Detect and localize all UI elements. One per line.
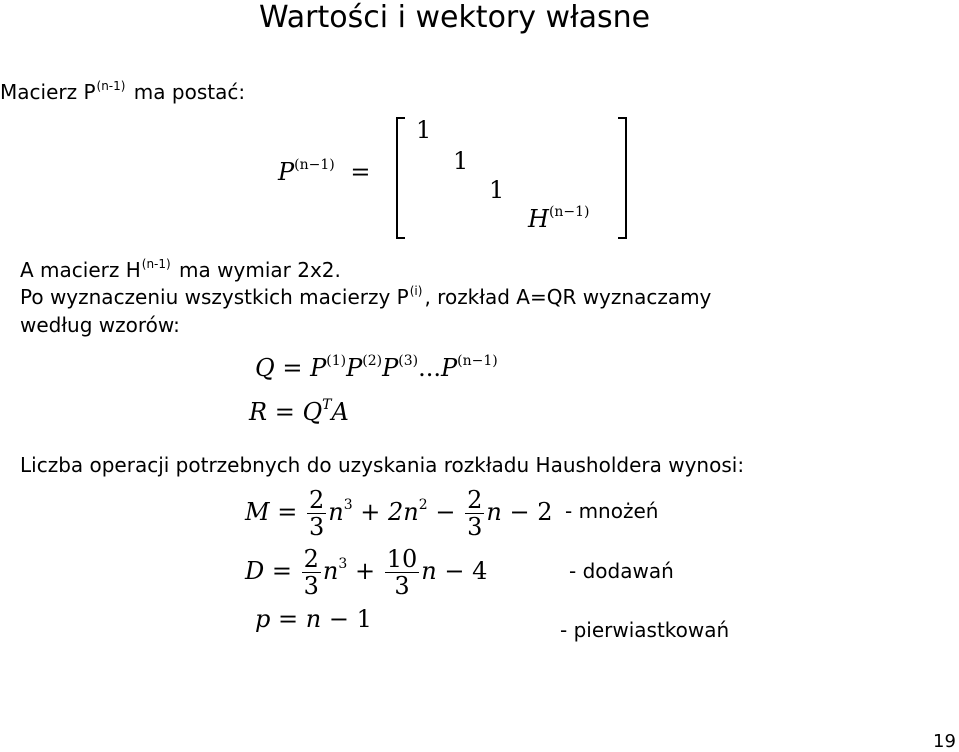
formula-d-f1-den: 3: [303, 572, 319, 600]
matrix-diag-3: 1: [489, 176, 505, 204]
formula-m-term-3: n: [486, 498, 502, 526]
formula-q-factor-1: P: [310, 354, 327, 382]
formula-d-f2-den: 3: [394, 572, 410, 600]
para1-superscript: (n-1): [141, 257, 171, 271]
paragraph-h-dimension: [20, 258, 341, 282]
formula-p-n: n: [305, 605, 322, 633]
formula-m-lhs: M: [245, 498, 270, 526]
formula-q-factor-2: P: [346, 354, 363, 382]
formula-p-constant: 1: [356, 605, 372, 633]
matrix-lhs-symbol: P: [278, 158, 295, 186]
formula-q-sup-3: (3): [398, 353, 419, 369]
formula-q-lhs: Q: [255, 354, 275, 382]
matrix-block-symbol: H: [528, 205, 549, 233]
formula-m-f1-den: 3: [308, 513, 325, 541]
intro-superscript: (n-1): [96, 79, 126, 93]
formula-m-exp-2: 2: [418, 497, 428, 513]
formula-m: [245, 487, 553, 540]
formula-q: [255, 354, 498, 382]
formula-q-dots: ...: [418, 354, 441, 382]
para1-text-a: A macierz H: [20, 258, 141, 282]
formula-m-fraction-2: [465, 487, 484, 540]
para2-text-a: Po wyznaczeniu wszystkich macierzy P: [20, 285, 409, 309]
formula-p: [255, 605, 372, 633]
formula-r-lhs: R: [249, 398, 268, 426]
formula-r: [249, 398, 349, 426]
label-additions: - dodawań: [569, 559, 674, 583]
formula-q-sup-2: (2): [362, 353, 383, 369]
formula-m-f2-num: 2: [467, 486, 483, 514]
formula-d-lhs: D: [245, 557, 265, 585]
formula-m-minus-1: −: [435, 498, 456, 526]
formula-q-sup-1: (1): [326, 353, 347, 369]
matrix-block-superscript: (n−1): [548, 204, 590, 220]
formula-m-f2-den: 3: [467, 513, 483, 541]
formula-p-lhs: p: [255, 605, 271, 633]
formula-d-fraction-1: [302, 546, 321, 599]
formula-m-term-2: 2n: [388, 498, 419, 526]
formula-m-f1-num: 2: [308, 486, 325, 514]
formula-r-equals: =: [274, 398, 295, 426]
intro-line: [0, 80, 245, 104]
formula-m-minus-2: −: [509, 498, 530, 526]
matrix-right-bracket: [618, 117, 627, 239]
formula-m-term-1: n: [328, 498, 344, 526]
intro-text-b: ma postać:: [127, 80, 246, 104]
para2-text-b: , rozkład A=QR wyznaczamy: [424, 285, 712, 309]
formula-m-equals: =: [277, 498, 298, 526]
formula-q-sup-4: (n−1): [457, 353, 498, 369]
formula-d-fraction-2: [385, 546, 420, 599]
formula-d-equals: =: [271, 557, 292, 585]
matrix-diag-2: 1: [453, 147, 469, 175]
label-multiplications: - mnożeń: [565, 499, 659, 523]
formula-r-q: Q: [302, 398, 323, 426]
formula-q-factor-3: P: [382, 354, 399, 382]
paragraph-qr-line2: według wzorów:: [20, 313, 180, 337]
matrix-left-bracket: [396, 117, 405, 239]
matrix-lhs: [278, 158, 370, 186]
formula-m-constant: 2: [537, 498, 553, 526]
formula-d-plus: +: [354, 557, 376, 585]
formula-m-fraction-1: [307, 487, 326, 540]
paragraph-qr-intro: [20, 285, 711, 309]
formula-d-minus: −: [444, 557, 465, 585]
label-square-roots: - pierwiastkowań: [560, 618, 730, 642]
formula-p-minus: −: [328, 605, 349, 633]
para2-superscript: (i): [409, 284, 423, 298]
formula-d-f1-num: 2: [303, 545, 319, 573]
formula-d-exp-1: 3: [338, 556, 348, 572]
matrix-diag-1: 1: [416, 116, 432, 144]
formula-m-plus: +: [360, 498, 381, 526]
formula-d-term-2: n: [421, 557, 437, 585]
para1-text-b: ma wymiar 2x2.: [172, 258, 341, 282]
page-title: Wartości i wektory własne: [259, 0, 651, 35]
formula-r-transpose: T: [322, 397, 332, 413]
page-number: 19: [933, 731, 956, 752]
matrix-equals: =: [350, 158, 371, 186]
formula-q-equals: =: [282, 354, 303, 382]
matrix-lhs-superscript: (n−1): [294, 157, 335, 173]
formula-d-constant: 4: [472, 557, 488, 585]
formula-q-factor-4: P: [440, 354, 458, 382]
formula-p-equals: =: [278, 605, 299, 633]
formula-m-exp-1: 3: [343, 497, 353, 513]
formula-r-a: A: [331, 398, 349, 426]
formula-d-term-1: n: [322, 557, 339, 585]
formula-d: [245, 546, 487, 599]
operations-heading: Liczba operacji potrzebnych do uzyskania rozkładu Hausholdera wynosi:: [20, 453, 745, 477]
matrix-block: [528, 205, 590, 233]
formula-d-f2-num: 10: [386, 545, 418, 573]
intro-text-a: Macierz P: [0, 80, 96, 104]
